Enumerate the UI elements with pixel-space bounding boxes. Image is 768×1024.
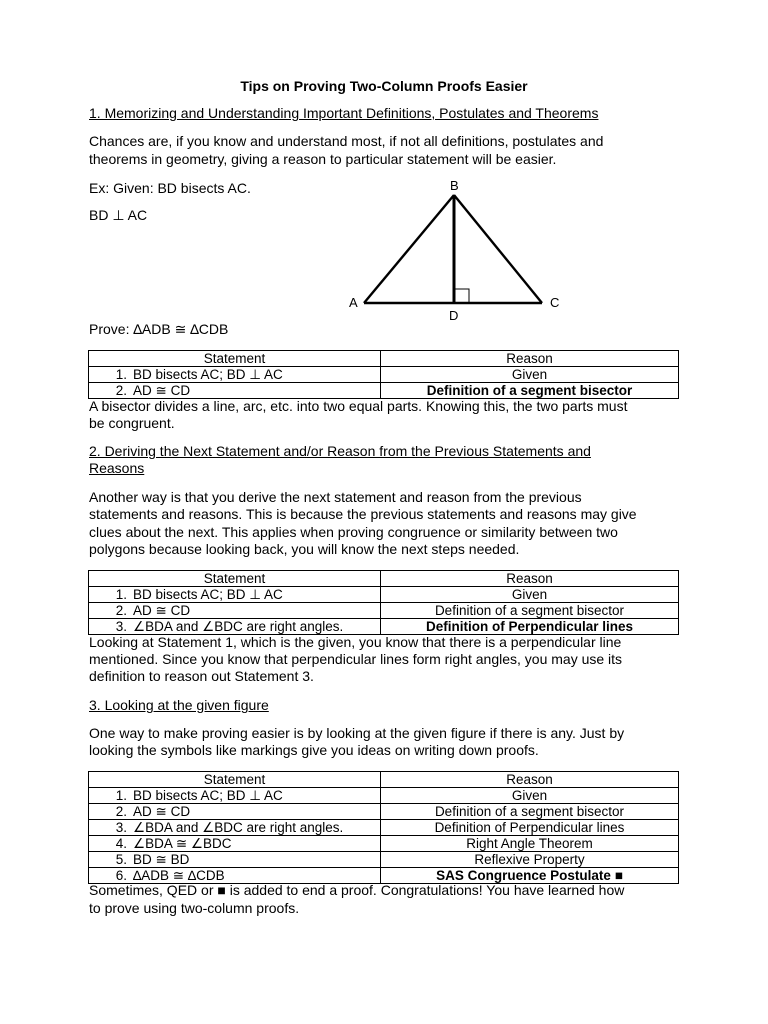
given-statement-1: Ex: Given: BD bisects AC.	[89, 180, 251, 196]
section-2-paragraph-line-4: polygons because looking back, you will know the next steps needed.	[89, 541, 520, 557]
right-angle-mark	[454, 289, 469, 303]
row-statement: ∠BDA and ∠BDC are right angles.	[133, 619, 344, 634]
section-2-paragraph-line-3: clues about the next. This applies when proving congruence or similarity between two	[89, 524, 618, 540]
section-3-paragraph-line-2: looking the symbols like markings give you ideas on writing down proofs.	[89, 742, 539, 758]
section-3-paragraph-line-1: One way to make proving easier is by looking at the given figure if there is any. Just by	[89, 725, 625, 741]
row-reason: Reflexive Property	[381, 852, 679, 868]
vertex-label-c: C	[550, 295, 560, 310]
page-title: Tips on Proving Two-Column Proofs Easier	[240, 78, 528, 94]
section-2-paragraph-line-1: Another way is that you derive the next statement and reason from the previous	[89, 489, 582, 505]
table-row	[89, 619, 679, 635]
row-reason: Given	[381, 788, 679, 804]
section-1-paragraph-line-2: theorems in geometry, giving a reason to particular statement will be easier.	[89, 151, 557, 167]
section-1-heading: 1. Memorizing and Understanding Important Definitions, Postulates and Theorems	[89, 105, 599, 121]
side-bc	[454, 195, 542, 303]
row-number: 6.	[115, 868, 127, 883]
row-reason: Given	[381, 587, 679, 603]
section-1-paragraph-line-1: Chances are, if you know and understand most, if not all definitions, postulates and	[89, 133, 604, 149]
table-row	[89, 788, 679, 804]
table-row	[89, 383, 679, 399]
row-number: 2.	[115, 804, 127, 819]
table-header-statement: Statement	[89, 772, 381, 788]
proof-table-1	[88, 350, 679, 399]
row-number: 5.	[115, 852, 127, 867]
section-3-after-line-1: Sometimes, QED or ■ is added to end a proof. Congratulations! You have learned how	[89, 882, 625, 898]
row-reason: Definition of Perpendicular lines	[381, 619, 679, 635]
row-number: 3.	[115, 820, 127, 835]
row-reason: Given	[381, 367, 679, 383]
proof-table-3	[88, 771, 679, 884]
row-number: 1.	[115, 788, 127, 803]
row-number: 2.	[115, 603, 127, 618]
table-row	[89, 603, 679, 619]
table-header-reason: Reason	[381, 772, 679, 788]
table-row	[89, 852, 679, 868]
triangle-figure	[340, 172, 570, 322]
row-reason: Definition of a segment bisector	[381, 804, 679, 820]
row-statement: AD ≅ CD	[133, 804, 191, 819]
table-row	[89, 820, 679, 836]
section-1-after-line-1: A bisector divides a line, arc, etc. into two equal parts. Knowing this, the two parts must	[89, 398, 628, 414]
row-statement: BD bisects AC; BD ⊥ AC	[133, 788, 283, 803]
row-reason: Definition of a segment bisector	[381, 383, 679, 399]
row-statement: BD ≅ BD	[133, 852, 190, 867]
vertex-label-b: B	[450, 178, 459, 193]
row-number: 1.	[115, 367, 127, 382]
row-statement: ∠BDA and ∠BDC are right angles.	[133, 820, 344, 835]
prove-statement: Prove: ∆ADB ≅ ∆CDB	[89, 321, 229, 337]
section-3-heading: 3. Looking at the given figure	[89, 697, 269, 713]
table-row	[89, 367, 679, 383]
section-2-heading-line-1: 2. Deriving the Next Statement and/or Reason from the Previous Statements and	[89, 443, 591, 459]
table-header-reason: Reason	[381, 571, 679, 587]
proof-table-2	[88, 570, 679, 635]
row-reason: Right Angle Theorem	[381, 836, 679, 852]
given-statement-2: BD ⊥ AC	[89, 207, 148, 223]
row-statement: AD ≅ CD	[133, 603, 191, 618]
side-ab	[364, 195, 454, 303]
section-2-after-line-2: mentioned. Since you know that perpendicular lines form right angles, you may use its	[89, 651, 623, 667]
row-reason: Definition of a segment bisector	[381, 603, 679, 619]
row-number: 3.	[115, 619, 127, 634]
section-2-after-line-1: Looking at Statement 1, which is the given, you know that there is a perpendicular line	[89, 634, 622, 650]
table-header-statement: Statement	[89, 351, 381, 367]
section-2-after-line-3: definition to reason out Statement 3.	[89, 668, 314, 684]
section-1-after-line-2: be congruent.	[89, 415, 175, 431]
row-statement: AD ≅ CD	[133, 383, 191, 398]
row-number: 4.	[115, 836, 127, 851]
row-number: 1.	[115, 587, 127, 602]
row-statement: BD bisects AC; BD ⊥ AC	[133, 367, 283, 382]
row-statement: BD bisects AC; BD ⊥ AC	[133, 587, 283, 602]
row-statement: ∆ADB ≅ ∆CDB	[133, 868, 225, 883]
table-header-reason: Reason	[381, 351, 679, 367]
table-row	[89, 804, 679, 820]
row-reason: SAS Congruence Postulate ■	[381, 868, 679, 884]
row-number: 2.	[115, 383, 127, 398]
section-3-after-line-2: to prove using two-column proofs.	[89, 900, 300, 916]
row-reason: Definition of Perpendicular lines	[381, 820, 679, 836]
table-row	[89, 587, 679, 603]
vertex-label-a: A	[349, 295, 358, 310]
section-2-heading-line-2: Reasons	[89, 460, 145, 476]
row-statement: ∠BDA ≅ ∠BDC	[133, 836, 232, 851]
section-2-paragraph-line-2: statements and reasons. This is because the previous statements and reasons may give	[89, 506, 637, 522]
table-header-statement: Statement	[89, 571, 381, 587]
vertex-label-d: D	[449, 308, 459, 322]
table-row	[89, 836, 679, 852]
